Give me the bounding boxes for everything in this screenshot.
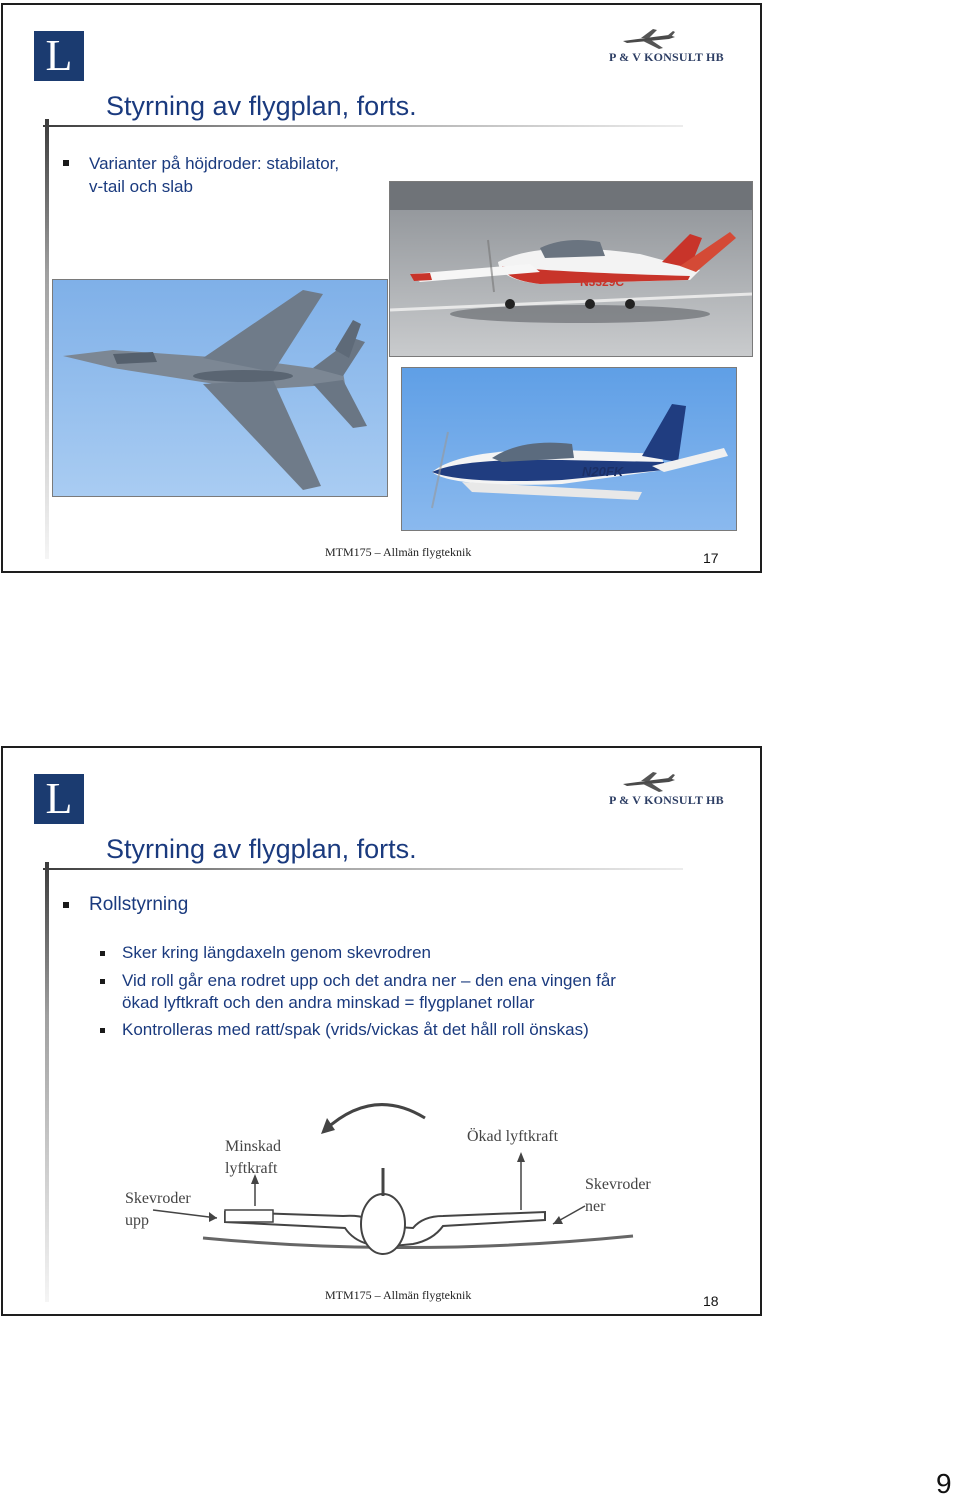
bullet-square-icon — [100, 979, 105, 984]
bullet-line-2: v-tail och slab — [89, 177, 193, 196]
slide-17 — [1, 3, 762, 573]
airplane-logo-icon — [619, 770, 679, 794]
label-aileron-down: Skevroder ner — [585, 1176, 651, 1215]
title-divider — [43, 868, 683, 870]
slide-footer: MTM175 – Allmän flygteknik — [325, 1288, 472, 1302]
sub-bullet-2-continued: ökad lyftkraft och den andra minskad = flygplanet rollar — [122, 993, 535, 1012]
company-name: P & V KONSULT HB — [609, 50, 724, 64]
university-logo: L — [34, 774, 84, 824]
airplane-logo-icon — [619, 27, 679, 51]
company-name: P & V KONSULT HB — [609, 793, 724, 807]
bullet-square-icon — [63, 160, 69, 166]
slide-page-number: 18 — [703, 1293, 719, 1309]
label-reduced-lift: Minskad lyftkraft — [225, 1138, 281, 1177]
university-logo: L — [34, 31, 84, 81]
photo-fighter-stabilator — [52, 279, 388, 497]
slide-footer: MTM175 – Allmän flygteknik — [325, 545, 472, 559]
bullet-square-icon — [63, 902, 69, 908]
slide-18 — [1, 746, 762, 1316]
photo-v-tail-aircraft — [389, 181, 753, 357]
slide-page-number: 17 — [703, 550, 719, 566]
label-increased-lift: Ökad lyftkraft — [467, 1128, 559, 1145]
company-logo — [609, 770, 739, 812]
sheet-page-number: 9 — [936, 1468, 952, 1499]
registration-n3329c: N3329C — [580, 275, 625, 289]
bullet-square-icon — [100, 1028, 105, 1033]
registration-n20fk: N20FK — [582, 464, 624, 479]
title-divider — [43, 125, 683, 127]
sub-bullet-3: Kontrolleras med ratt/spak (vrids/vickas åt det håll roll önskas) — [122, 1020, 589, 1039]
slide-title: Styrning av flygplan, forts. — [106, 834, 417, 864]
vertical-divider — [45, 862, 49, 1302]
vertical-divider — [45, 119, 49, 559]
slide-title: Styrning av flygplan, forts. — [106, 91, 417, 121]
sub-bullet-1: Sker kring längdaxeln genom skevrodren — [122, 943, 432, 962]
bullet-rollstyrning: Rollstyrning — [89, 894, 189, 915]
company-logo — [609, 27, 739, 69]
label-aileron-up: Skevroder upp — [125, 1190, 191, 1229]
bullet-square-icon — [100, 951, 105, 956]
sub-bullet-2: Vid roll går ena rodret upp och det andra ner – den ena vingen får — [122, 971, 616, 990]
photo-slab-tail-aircraft — [401, 367, 737, 531]
bullet-line-1: Varianter på höjdroder: stabilator, — [89, 154, 340, 173]
